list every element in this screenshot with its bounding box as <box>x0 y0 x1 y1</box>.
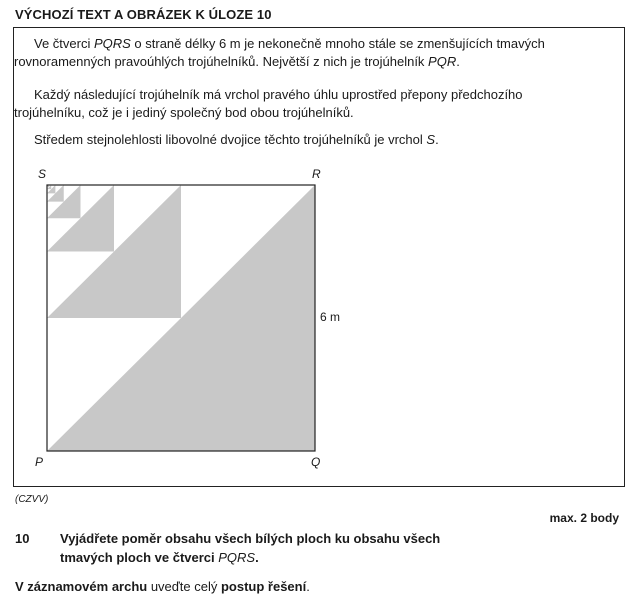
p1-triangle-name: PQR <box>428 54 457 69</box>
vertex-label-q: Q <box>311 455 321 469</box>
p1-square-name: PQRS <box>93 36 131 51</box>
max-points: max. 2 body <box>549 511 619 525</box>
p3-vertex-name: S <box>426 132 436 147</box>
question-square-name: PQRS <box>218 550 256 565</box>
triangles-group <box>47 185 315 451</box>
question-number: 10 <box>15 531 30 546</box>
instruction-text-b: uveďte celý <box>147 579 221 594</box>
p3-text-a: Středem stejnolehlosti libovolné dvojice těchto trojúhelníků je vrchol <box>34 132 427 147</box>
question-text-a: Vyjádřete poměr obsahu všech bílých ploch ku obsahu všech <box>60 531 441 546</box>
section-heading: VÝCHOZÍ TEXT A OBRÁZEK K ÚLOZE 10 <box>15 7 272 22</box>
p2-text-a: Každý následující trojúhelník má vrchol pravého úhlu uprostřed přepony předchozího <box>34 87 523 102</box>
square-figure <box>14 28 624 486</box>
p1-text-a: Ve čtverci <box>34 36 94 51</box>
vertex-label-s: S <box>38 167 47 181</box>
vertex-label-r: R <box>312 167 321 181</box>
answer-instruction <box>15 579 310 594</box>
side-length-label: 6 m <box>320 310 341 324</box>
p1-text-c: o straně délky 6 m je nekonečně mnoho stále se zmenšujících tmavých <box>130 36 545 51</box>
p3-text-c: . <box>435 132 439 147</box>
p2-text-b: trojúhelníku, což je i jediný společný bod obou trojúhelníků. <box>14 105 354 120</box>
source-text-frame <box>13 27 625 487</box>
instruction-text-d: . <box>306 579 310 594</box>
question-text-d: . <box>255 550 259 565</box>
vertex-label-p: P <box>35 455 44 469</box>
instruction-bold-a: V záznamovém archu <box>15 579 148 594</box>
instruction-bold-c: postup řešení <box>220 579 307 594</box>
p1-text-d: rovnoramenných pravoúhlých trojúhelníků. Největší z nich je trojúhelník <box>14 54 429 69</box>
p1-text-f: . <box>456 54 460 69</box>
question-text-b: tmavých ploch ve čtverci <box>60 550 219 565</box>
source-credit: (CZVV) <box>15 494 49 505</box>
question-text <box>60 529 510 567</box>
